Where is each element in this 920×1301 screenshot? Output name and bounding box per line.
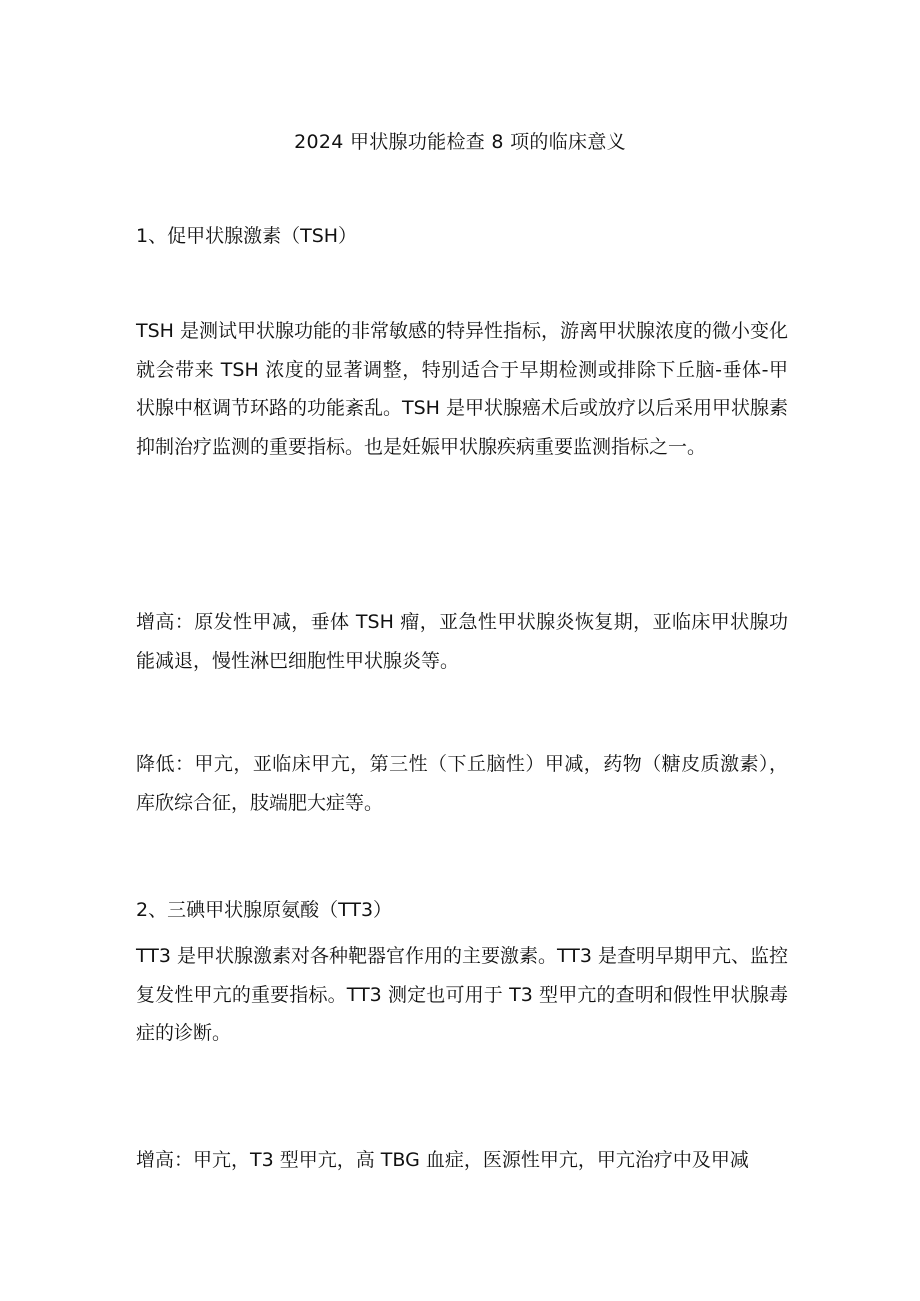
paragraph-tt3-increase: 增高：甲亢，T3 型甲亢，高 TBG 血症，医源性甲亢，甲亢治疗中及甲减 (136, 1149, 749, 1171)
page-title: 2024 甲状腺功能检查 8 项的临床意义 (294, 131, 626, 153)
paragraph-tsh-decrease: 降低：甲亢，亚临床甲亢，第三性（下丘脑性）甲减，药物（糖皮质激素），库欣综合征，肢端肥大症等。 (136, 753, 788, 814)
paragraph-tt3-description: TT3 是甲状腺激素对各种靶器官作用的主要激素。TT3 是查明早期甲亢、监控复发性甲亢的重要指标。TT3 测定也可用于 T3 型甲亢的查明和假性甲状腺毒症的诊断。 (136, 945, 789, 1044)
section-heading-tsh: 1、促甲状腺激素（TSH） (136, 225, 358, 247)
paragraph-tsh-description: TSH 是测试甲状腺功能的非常敏感的特异性指标，游离甲状腺浓度的微小变化就会带来 TSH 浓度的显著调整，特别适合于早期检测或排除下丘脑-垂体-甲状腺中枢调节环路的功能紊乱。TSH 是甲状腺癌术后或放疗以后采用甲状腺素抑制治疗监测的重要指标。也是妊娠甲状腺疾病重要监测指标之一。 (136, 320, 788, 458)
paragraph-tsh-increase: 增高：原发性甲减，垂体 TSH 瘤，亚急性甲状腺炎恢复期，亚临床甲状腺功能减退，慢性淋巴细胞性甲状腺炎等。 (136, 611, 788, 672)
section-heading-tt3: 2、三碘甲状腺原氨酸（TT3） (136, 899, 393, 921)
